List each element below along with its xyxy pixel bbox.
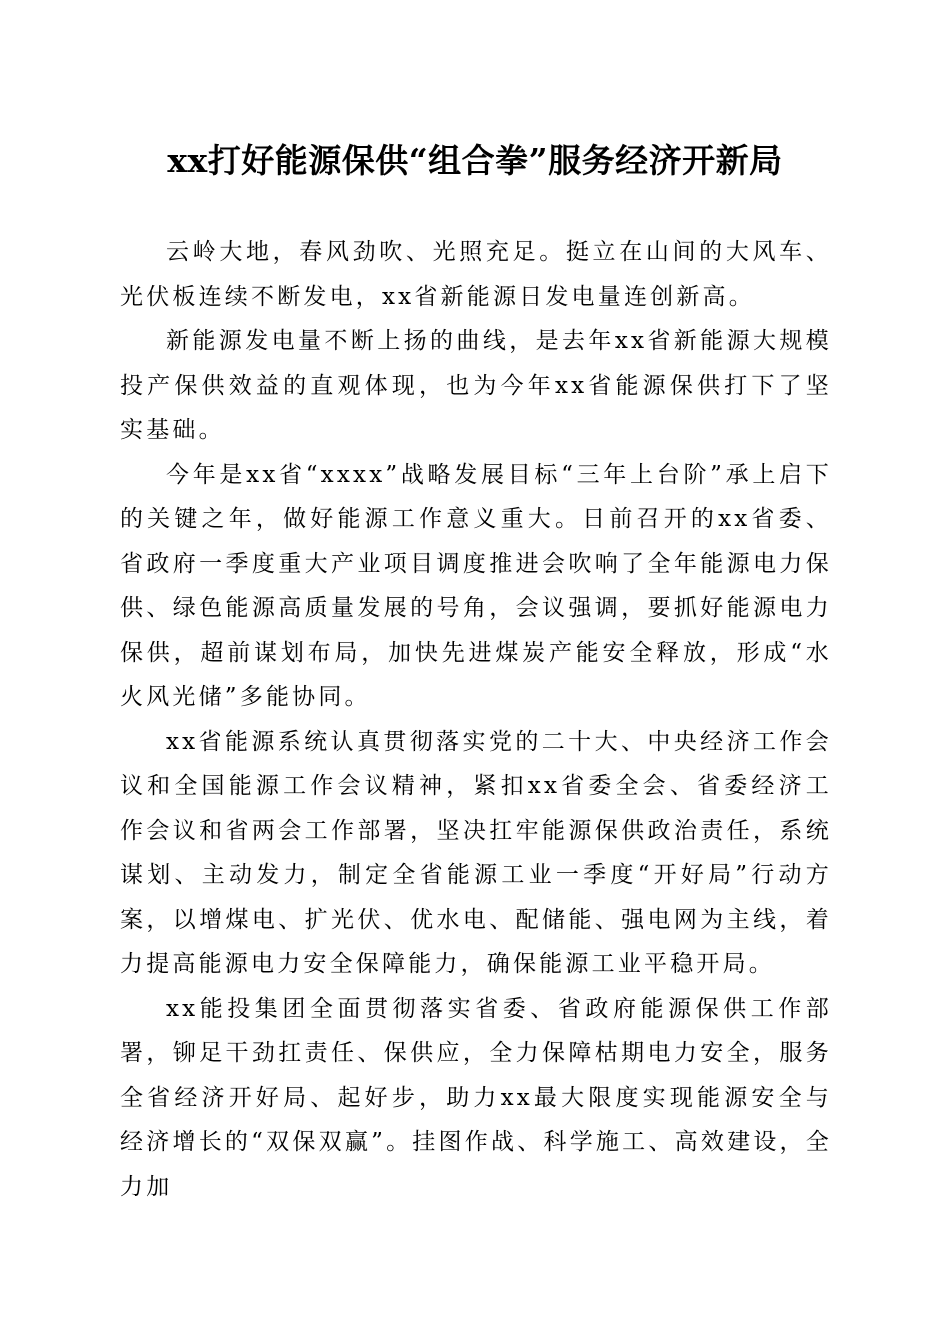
paragraph: 新能源发电量不断上扬的曲线，是去年xx省新能源大规模投产保供效益的直观体现，也为今年xx省能源保供打下了坚实基础。 xyxy=(120,328,832,443)
document-title: xx打好能源保供“组合拳”服务经济开新局 xyxy=(167,141,783,180)
paragraph: 云岭大地，春风劲吹、光照充足。挺立在山间的大风车、光伏板连续不断发电，xx省新能源日发电量连创新高。 xyxy=(120,239,832,310)
document-body xyxy=(120,230,832,1209)
paragraph: 今年是xx省“xxxx”战略发展目标“三年上台阶”承上启下的关键之年，做好能源工作意义重大。日前召开的xx省委、省政府一季度重大产业项目调度推进会吹响了全年能源电力保供、绿色能源高质量发展的号角，会议强调，要抓好能源电力保供，超前谋划布局，加快先进煤炭产能安全释放，形成“水火风光储”多能协同。 xyxy=(120,461,832,710)
paragraph: xx省能源系统认真贯彻落实党的二十大、中央经济工作会议和全国能源工作会议精神，紧扣xx省委全会、省委经济工作会议和省两会工作部署，坚决扛牢能源保供政治责任，系统谋划、主动发力，制定全省能源工业一季度“开好局”行动方案，以增煤电、扩光伏、优水电、配储能、强电网为主线，着力提高能源电力安全保障能力，确保能源工业平稳开局。 xyxy=(120,728,832,977)
paragraph: xx能投集团全面贯彻落实省委、省政府能源保供工作部署，铆足干劲扛责任、保供应，全力保障枯期电力安全，服务全省经济开好局、起好步，助力xx最大限度实现能源安全与经济增长的“双保双赢”。挂图作战、科学施工、高效建设，全力加 xyxy=(120,995,832,1200)
